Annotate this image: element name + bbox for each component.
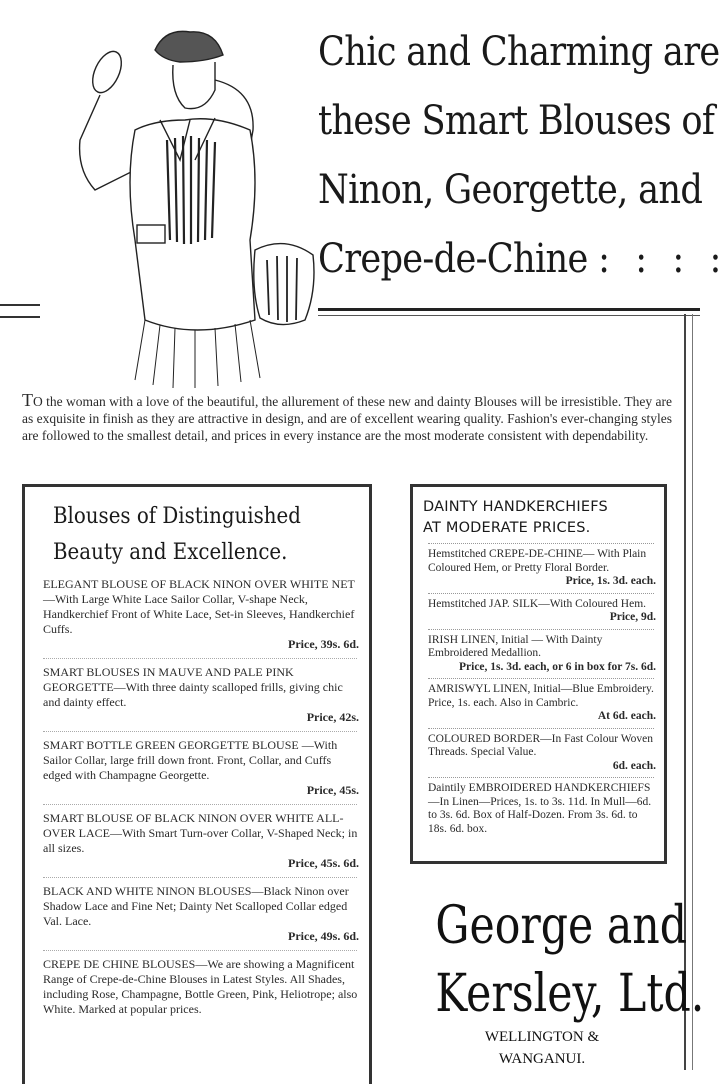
blouse-item-text: SMART BOTTLE GREEN GEORGETTE BLOUSE —With Sailor Collar, large frill down front. Front, Collar, and Cuffs edged with Champagne Georgette. — [43, 738, 338, 782]
headline-line-2: these Smart Blouses of — [318, 98, 715, 144]
handkerchief-item-text: COLOURED BORDER—In Fast Colour Woven Threads. Special Value. — [428, 732, 654, 758]
divider — [428, 728, 654, 729]
handkerchiefs-box — [410, 484, 667, 864]
blouse-item-price: Price, 42s. — [306, 710, 359, 724]
divider — [43, 731, 357, 732]
rule-right — [318, 308, 700, 316]
intro-dropcap: T — [22, 390, 33, 410]
divider — [43, 877, 357, 878]
firm-name-line-2: Kersley, Ltd. — [435, 964, 705, 1024]
handkerchief-item-price: Price, 1s. 3d. each. — [565, 575, 656, 587]
headline — [318, 18, 728, 294]
firm-name-line-1: George and — [435, 896, 688, 956]
handkerchief-item-price: At 6d. each. — [597, 710, 656, 722]
intro-paragraph — [22, 392, 672, 444]
headline-line-3: Ninon, Georgette, and — [318, 167, 703, 213]
divider — [43, 804, 357, 805]
blouse-item-text: SMART BLOUSES IN MAUVE AND PALE PINK GEORGETTE—With three dainty scalloped frills, giving chic and dainty effect. — [43, 665, 343, 709]
blouses-box — [22, 484, 372, 1084]
handkerchief-item-text: Hemstitched JAP. SILK—With Coloured Hem. — [428, 597, 647, 610]
handkerchief-item — [428, 598, 656, 625]
handkerchiefs-title — [423, 497, 656, 539]
blouse-item-price: Price, 39s. 6d. — [288, 637, 359, 651]
handkerchief-item-price: Price, 9d. — [609, 611, 656, 623]
handkerchiefs-title-line-1: DAINTY HANDKERCHIEFS — [423, 499, 608, 515]
divider — [428, 543, 654, 544]
blouses-title-line-1: Blouses of Distinguished — [53, 504, 301, 529]
handkerchief-item — [428, 782, 656, 836]
handkerchief-item — [428, 683, 656, 724]
blouse-illustration — [55, 20, 325, 390]
headline-line-4 — [318, 225, 728, 294]
headline-line-4-text: Crepe-de-Chine — [318, 236, 588, 282]
divider — [428, 777, 654, 778]
handkerchief-item — [428, 733, 656, 774]
headline-line-1: Chic and Charming are — [318, 29, 720, 75]
blouse-item — [43, 957, 359, 1017]
blouse-item — [43, 738, 359, 798]
firm-city-line-1: WELLINGTON & — [484, 1029, 600, 1045]
blouse-item-text: CREPE DE CHINE BLOUSES—We are showing a Magnificent Range of Crepe-de-Chine Blouses in Latest Styles. All Shades, including Rose, Champagne, Bottle Green, Pink, Heliotrope; also White. Marked at popular prices. — [43, 957, 358, 1016]
handkerchiefs-title-line-2: AT MODERATE PRICES. — [423, 520, 591, 536]
blouse-item — [43, 665, 359, 725]
firm-city-line-2: WANGANUI. — [498, 1051, 586, 1067]
blouse-item-text: BLACK AND WHITE NINON BLOUSES—Black Ninon over Shadow Lace and Fine Net; Dainty Net Scalloped Collar edged Val. Lace. — [43, 884, 349, 928]
handkerchief-item — [428, 634, 656, 675]
handkerchief-item — [428, 548, 656, 589]
headline-dots: : : : : — [598, 236, 728, 282]
divider — [43, 658, 357, 659]
divider — [428, 678, 654, 679]
handkerchief-item-text: Daintily EMBROIDERED HANDKERCHIEFS—In Linen—Prices, 1s. to 3s. 11d. In Mull—6d. to 3s. 6d. Box of Half-Dozen. From 3s. 6d. to 18s. 6d. box. — [428, 782, 652, 835]
handkerchief-item-price: Price, 1s. 3d. each, or 6 in box for 7s. 6d. — [459, 660, 656, 673]
handkerchief-item-price: 6d. each. — [612, 759, 656, 772]
blouse-item-price: Price, 45s. 6d. — [288, 856, 359, 870]
handkerchief-item-text: IRISH LINEN, Initial — With Dainty Embroidered Medallion. — [428, 633, 603, 659]
blouse-item-price: Price, 49s. 6d. — [288, 929, 359, 943]
rule-left — [0, 304, 40, 318]
blouse-item-text: ELEGANT BLOUSE OF BLACK NINON OVER WHITE NET—With Large White Lace Sailor Collar, V-shape Neck, Handkerchief Front of White Lace, Set-in Sleeves, Handkerchief Cuffs. — [43, 577, 355, 636]
firm-cities — [412, 1026, 672, 1070]
blouse-item — [43, 884, 359, 944]
divider — [43, 950, 357, 951]
blouse-item-text: SMART BLOUSE OF BLACK NINON OVER WHITE ALL-OVER LACE—With Smart Turn-over Collar, V-Shaped Neck; in all sizes. — [43, 811, 358, 855]
intro-text: O the woman with a love of the beautiful, the allurement of these new and dainty Blouses will be irresistible. They are as exquisite in finish as they are attractive in design, and are of excellent wearing quality. Fashion's ever-changing styles are followed to the smallest detail, and prices in every instance are the most moderate consistent with dependability. — [22, 394, 672, 443]
handkerchief-item-text: Hemstitched CREPE-DE-CHINE— With Plain Coloured Hem, or Pretty Floral Border. — [428, 548, 647, 574]
blouses-title-line-2: Beauty and Excellence. — [53, 540, 288, 565]
blouses-title — [53, 499, 337, 571]
handkerchief-item-text: AMRISWYL LINEN, Initial—Blue Embroidery. Price, 1s. each. Also in Cambric. — [428, 683, 654, 709]
divider — [428, 593, 654, 594]
blouse-item — [43, 811, 359, 871]
blouse-item — [43, 577, 359, 652]
blouse-item-price: Price, 45s. — [306, 783, 359, 797]
column-rule — [684, 314, 693, 1070]
divider — [428, 629, 654, 630]
firm-name — [435, 892, 705, 1028]
